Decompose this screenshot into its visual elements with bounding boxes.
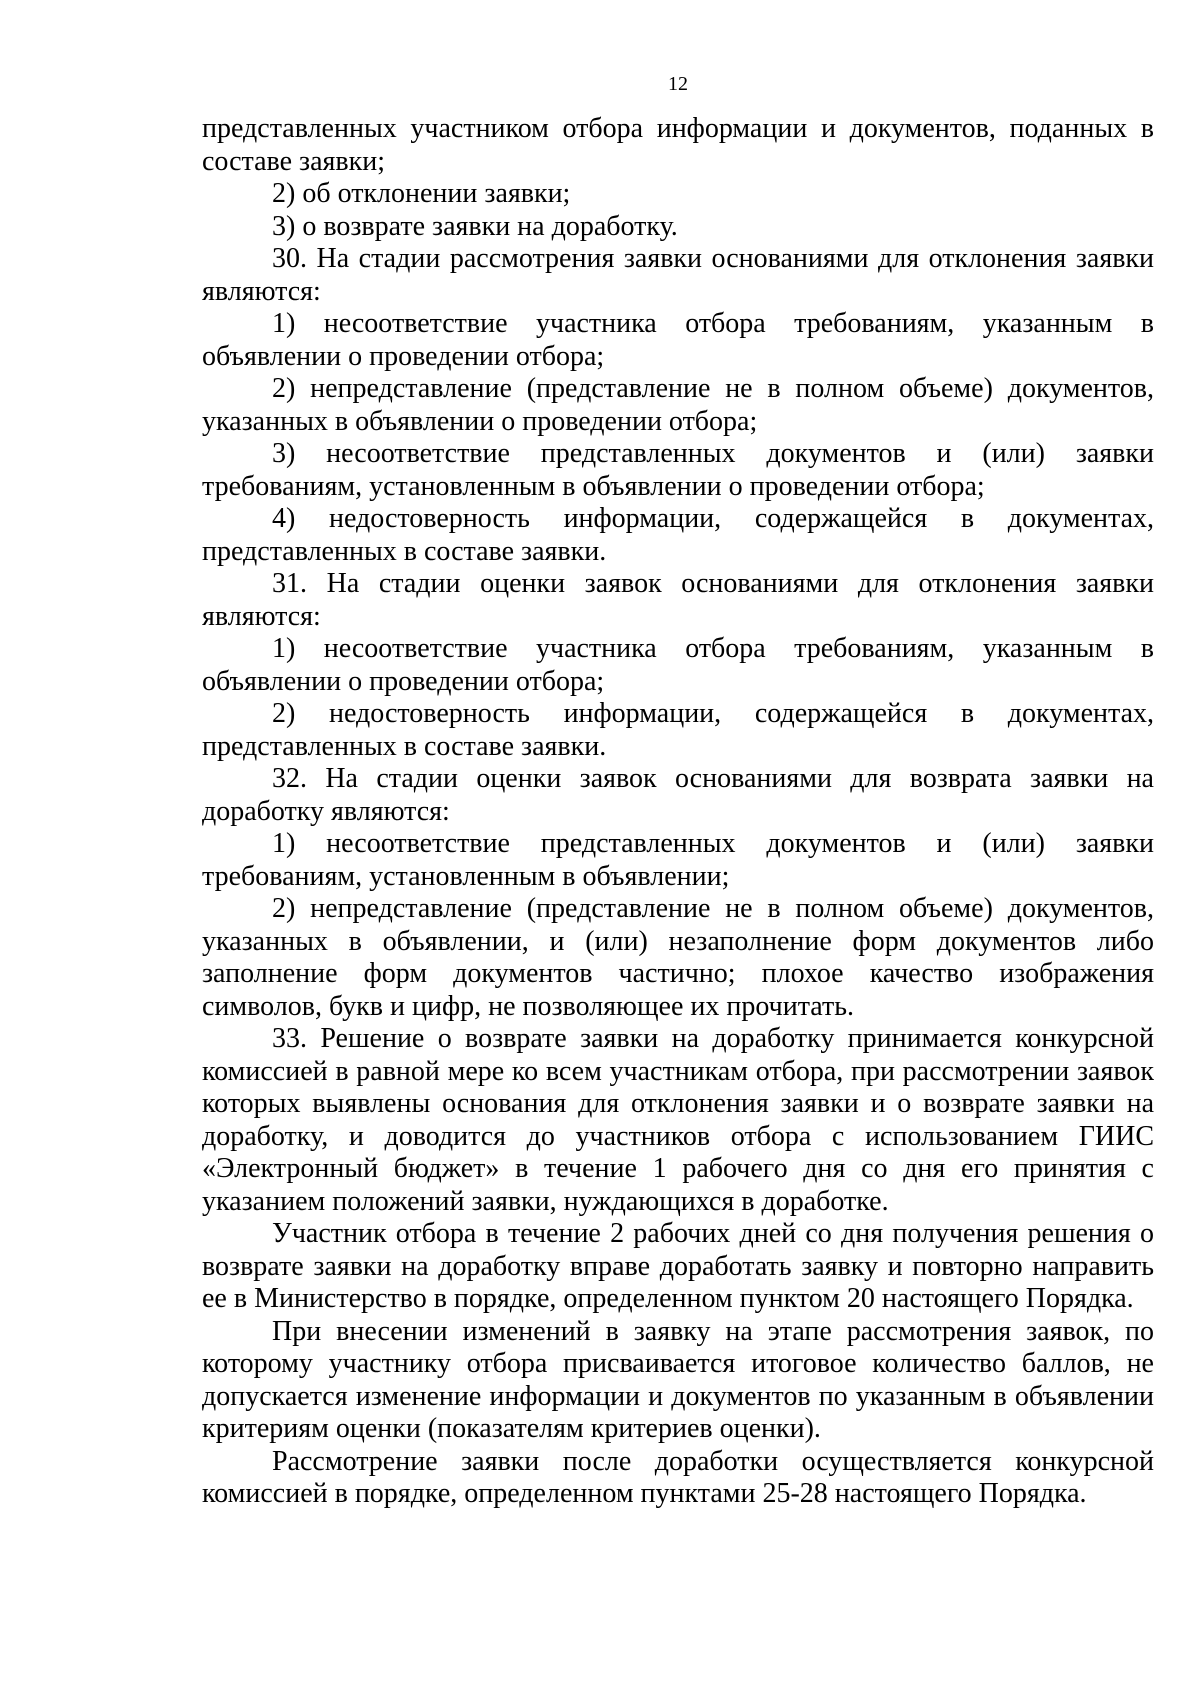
list-item: 2) непредставление (представление не в полном объеме) документов, указанных в объявлении о проведении отбора; (202, 373, 1154, 437)
paragraph: представленных участником отбора информации и документов, поданных в составе заявки; (202, 113, 1154, 177)
list-item: 1) несоответствие представленных документов и (или) заявки требованиям, установленным в объявлении; (202, 828, 1154, 892)
page-number: 12 (668, 73, 688, 95)
document-body (202, 113, 1154, 1511)
paragraph: 30. На стадии рассмотрения заявки основаниями для отклонения заявки являются: (202, 243, 1154, 307)
list-item: 1) несоответствие участника отбора требованиям, указанным в объявлении о проведении отбора; (202, 633, 1154, 697)
list-item: 4) недостоверность информации, содержащейся в документах, представленных в составе заявки. (202, 503, 1154, 567)
paragraph: Рассмотрение заявки после доработки осуществляется конкурсной комиссией в порядке, определенном пунктами 25-28 настоящего Порядка. (202, 1445, 1154, 1509)
paragraph: Участник отбора в течение 2 рабочих дней со дня получения решения о возврате заявки на доработку вправе доработать заявку и повторно направить ее в Министерство в порядке, определенном пунктом 20 настоящего Порядка. (202, 1218, 1154, 1314)
list-item: 2) об отклонении заявки; (272, 178, 571, 209)
paragraph: При внесении изменений в заявку на этапе рассмотрения заявок, по которому участнику отбора присваивается итоговое количество баллов, не допускается изменение информации и документов по указанным в объявлении критериям оценки (показателям критериев оценки). (202, 1315, 1154, 1444)
paragraph: 33. Решение о возврате заявки на доработку принимается конкурсной комиссией в равной мере ко всем участникам отбора, при рассмотрении заявок которых выявлены основания для отклонения заявки и о возврате заявки на доработку, и доводится до участников отбора с использованием ГИИС «Электронный бюджет» в течение 1 рабочего дня со дня его принятия с указанием положений заявки, нуждающихся в доработке. (202, 1023, 1154, 1217)
list-item: 1) несоответствие участника отбора требованиям, указанным в объявлении о проведении отбора; (202, 308, 1154, 372)
list-item: 2) недостоверность информации, содержащейся в документах, представленных в составе заявки. (202, 698, 1154, 762)
list-item: 3) несоответствие представленных документов и (или) заявки требованиям, установленным в объявлении о проведении отбора; (202, 438, 1154, 502)
list-item: 3) о возврате заявки на доработку. (272, 210, 678, 242)
paragraph: 32. На стадии оценки заявок основаниями для возврата заявки на доработку являются: (202, 763, 1154, 827)
paragraph: 31. На стадии оценки заявок основаниями для отклонения заявки являются: (202, 568, 1154, 632)
list-item: 2) непредставление (представление не в полном объеме) документов, указанных в объявлении, и (или) незаполнение форм документов либо заполнение форм документов частично; плохое качество изображения символов, букв и цифр, не позволяющее их прочитать. (202, 893, 1154, 1022)
